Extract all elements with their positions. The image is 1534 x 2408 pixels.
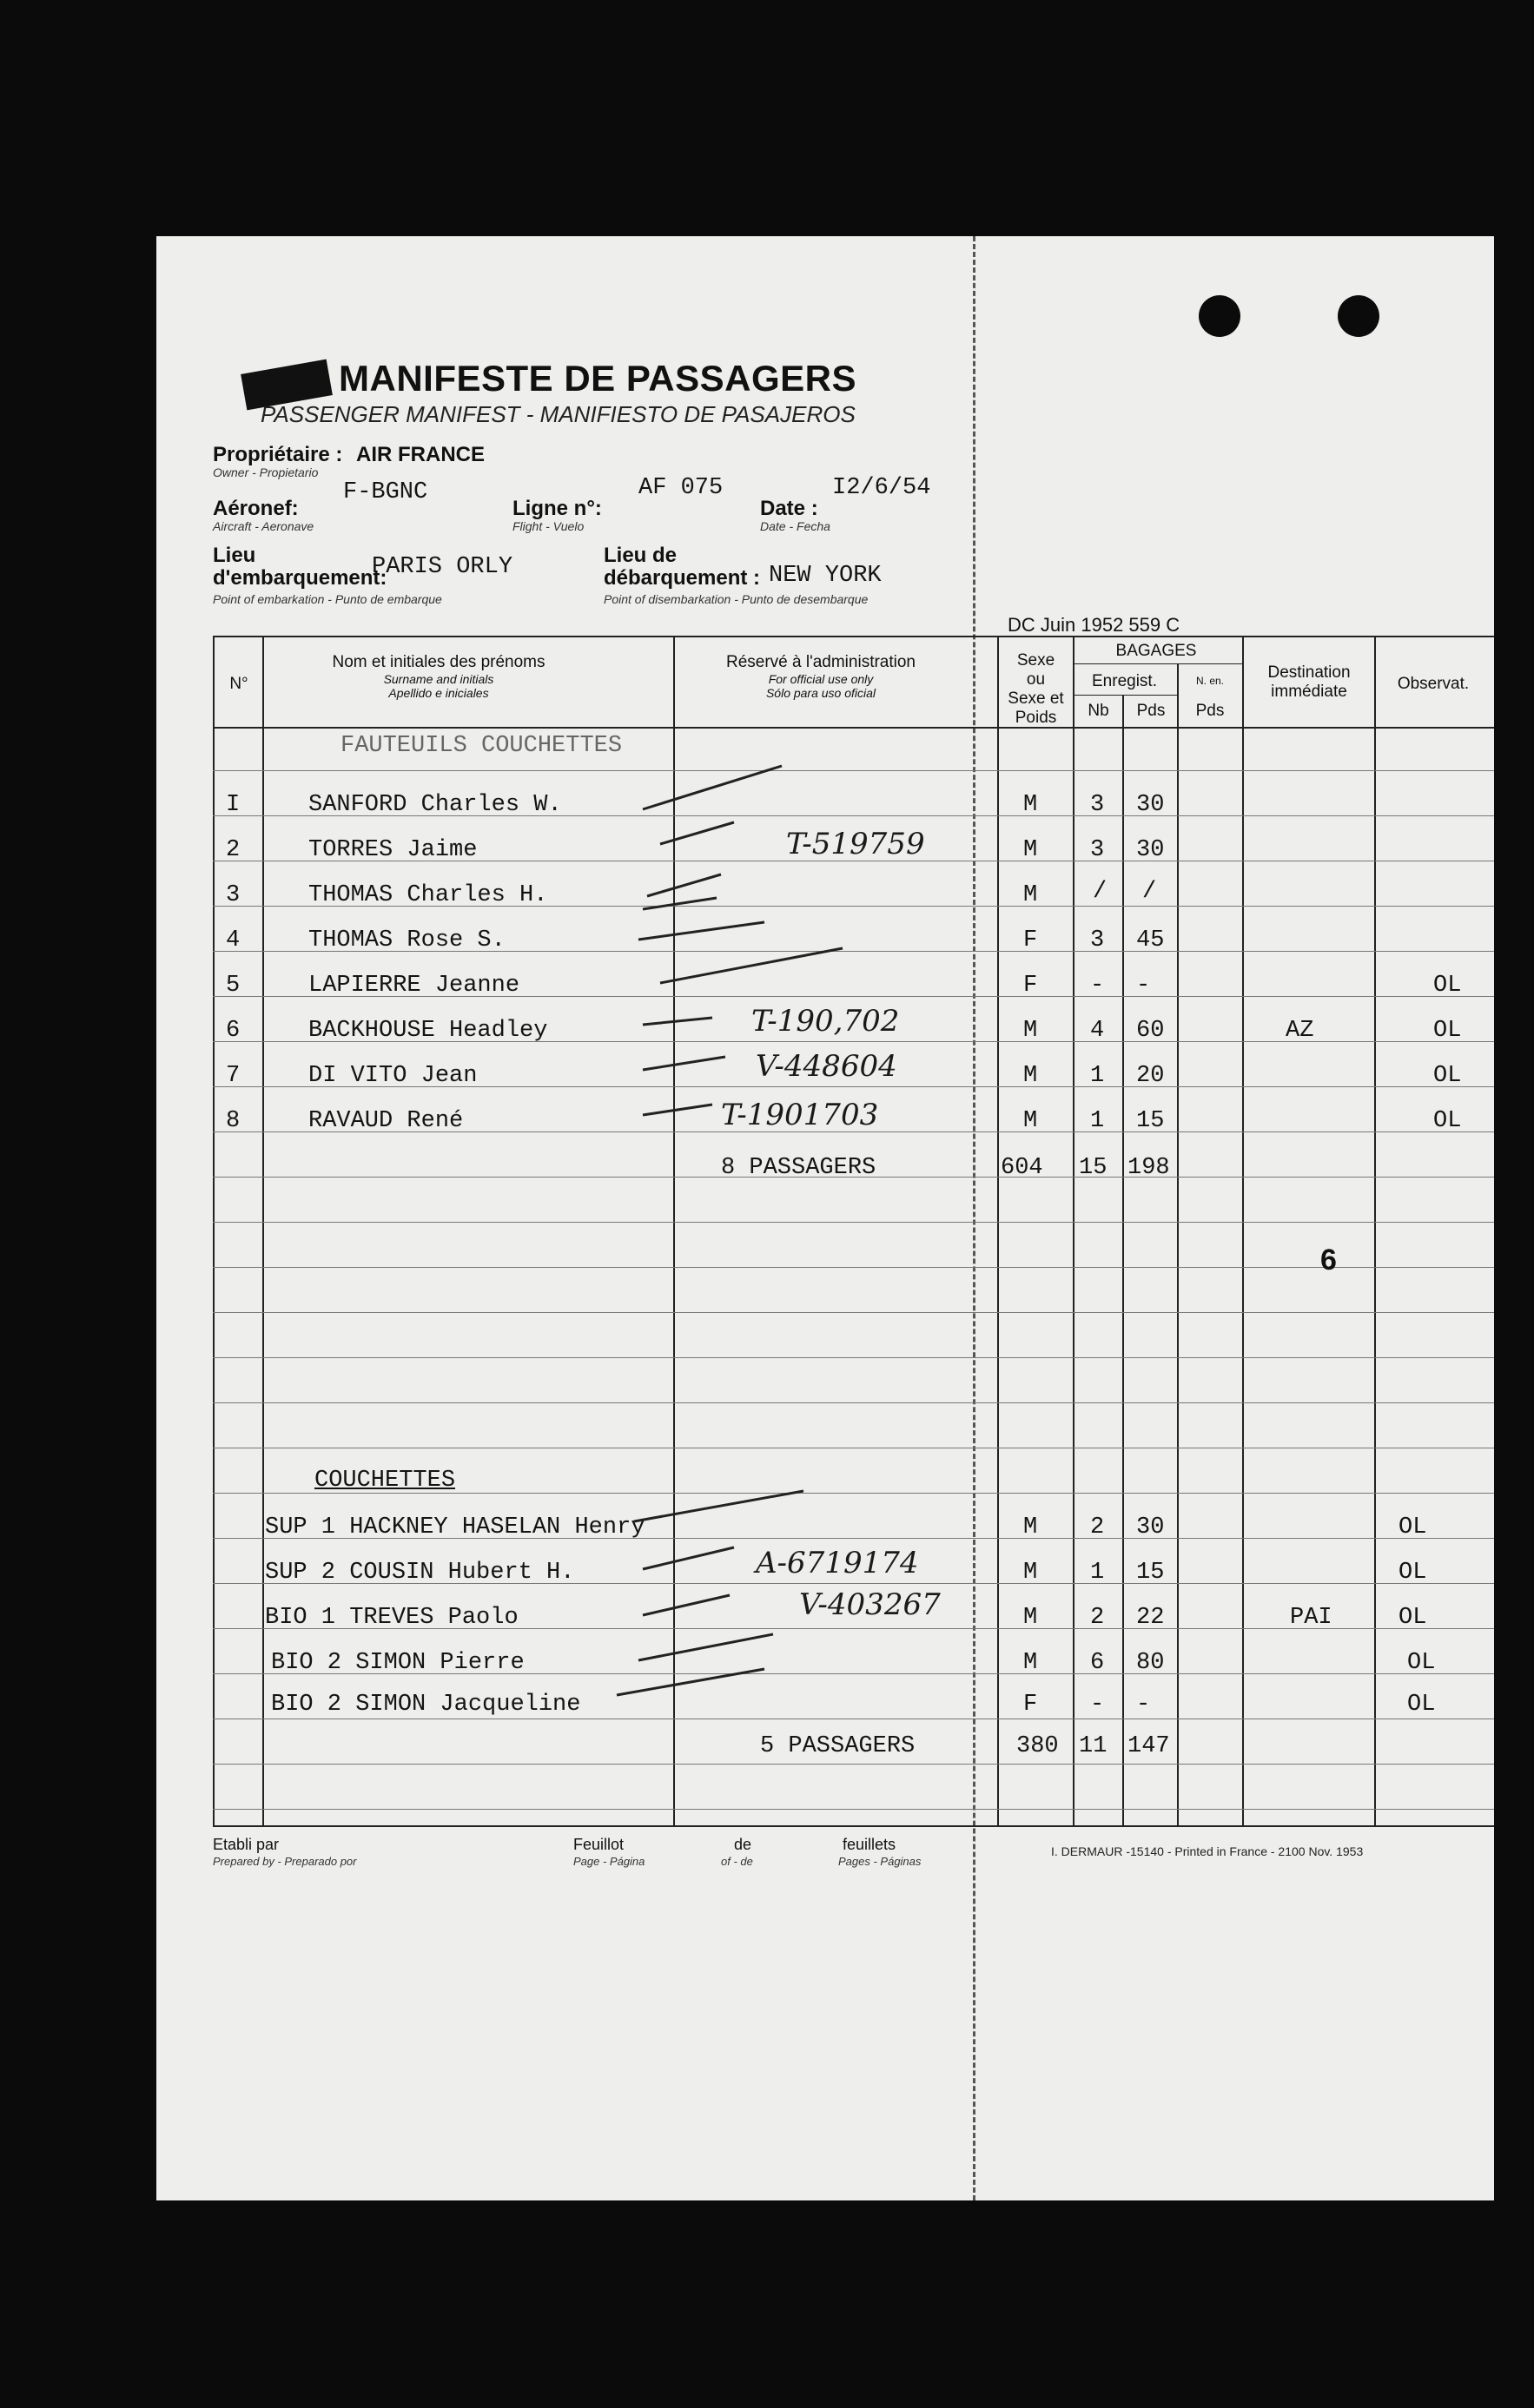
owner-value: AIR FRANCE: [356, 443, 485, 466]
row-no: I: [226, 792, 241, 818]
col-bagages: BAGAGES: [1115, 642, 1197, 660]
embark-label-2: d'embarquement:: [213, 566, 387, 590]
date-label: Date :: [760, 497, 818, 520]
baggage-weight: 30: [1136, 1514, 1165, 1540]
passenger-sex: M: [1023, 1650, 1038, 1676]
baggage-count: /: [1093, 879, 1108, 905]
passenger-name: SANFORD Charles W.: [308, 792, 562, 818]
page-sub: Page - Página: [573, 1855, 645, 1868]
total-weight: 380: [1016, 1733, 1059, 1759]
baggage-weight: 60: [1136, 1018, 1165, 1044]
total-nb: 15: [1079, 1155, 1108, 1181]
handwritten-strokes: [156, 236, 1494, 2200]
observation: OL: [1398, 1514, 1427, 1540]
prepared-by-label: Etabli par: [213, 1836, 280, 1853]
strike-stroke: [643, 1547, 734, 1569]
baggage-weight: 45: [1136, 927, 1165, 953]
observation: OL: [1433, 973, 1462, 999]
observation: OL: [1433, 1018, 1462, 1044]
passenger-sex: M: [1023, 792, 1038, 818]
col-name-en: Surname and initials: [383, 671, 494, 686]
passport-number: V-403267: [799, 1587, 941, 1622]
passenger-sex: F: [1023, 973, 1038, 999]
strike-stroke: [643, 1595, 730, 1615]
strike-stroke: [617, 1669, 764, 1695]
col-sex-3: Sexe et: [1008, 689, 1064, 708]
baggage-weight: -: [1136, 973, 1151, 999]
col-no: N°: [229, 675, 248, 693]
passenger-sex: M: [1023, 1560, 1038, 1586]
passenger-sex: M: [1023, 837, 1038, 863]
baggage-weight: 22: [1136, 1605, 1165, 1631]
col-obs: Observat.: [1397, 675, 1470, 693]
passenger-name: RAVAUD René: [308, 1108, 464, 1134]
total-label: 5 PASSAGERS: [760, 1733, 916, 1759]
col-sex-1: Sexe: [1016, 651, 1055, 670]
flight-label: Ligne n°:: [512, 497, 602, 520]
passport-number: A-6719174: [756, 1546, 919, 1580]
col-admin-fr: Réservé à l'administration: [726, 653, 916, 671]
col-dest-1: Destination: [1267, 663, 1351, 682]
date-value: I2/6/54: [832, 475, 931, 501]
col-nonenreg: N. en.: [1195, 675, 1224, 687]
disembark-label-2: débarquement :: [604, 566, 761, 590]
baggage-count: 3: [1090, 837, 1105, 863]
disembark-label-1: Lieu de: [604, 544, 678, 567]
row-no: 3: [226, 882, 241, 908]
observation: OL: [1398, 1605, 1427, 1631]
col-dest-2: immédiate: [1271, 682, 1347, 701]
embark-value: PARIS ORLY: [372, 554, 513, 580]
row-no: 7: [226, 1063, 241, 1089]
document-subtitle: PASSENGER MANIFEST - MANIFIESTO DE PASAJEROS: [261, 401, 856, 427]
passport-number: T-519759: [786, 827, 925, 861]
col-name-es: Apellido e iniciales: [388, 685, 489, 700]
total-weight: 604: [1001, 1155, 1043, 1181]
passenger-sex: M: [1023, 882, 1038, 908]
total-label: 8 PASSAGERS: [721, 1155, 876, 1181]
row-no: 6: [226, 1018, 241, 1044]
passenger-name: LAPIERRE Jeanne: [308, 973, 520, 999]
passport-number: V-448604: [756, 1049, 897, 1084]
passenger-name: DI VITO Jean: [308, 1063, 478, 1089]
owner-sub: Owner - Propietario: [213, 465, 319, 479]
baggage-count: 1: [1090, 1063, 1105, 1089]
passenger-name: THOMAS Charles H.: [308, 882, 548, 908]
section-title-couchettes: COUCHETTES: [314, 1468, 456, 1494]
aircraft-sub: Aircraft - Aeronave: [213, 519, 314, 533]
owner-label: Propriétaire :: [213, 443, 343, 466]
baggage-count: -: [1090, 1692, 1105, 1718]
observation: OL: [1433, 1108, 1462, 1134]
embark-sub: Point of embarkation - Punto de embarque: [213, 592, 442, 606]
baggage-weight: 30: [1136, 792, 1165, 818]
col-enreg: Enregist.: [1092, 672, 1157, 690]
strike-stroke: [643, 1057, 725, 1070]
row-no: 8: [226, 1108, 241, 1134]
manifest-sheet: [156, 236, 1494, 2200]
disembark-value: NEW YORK: [769, 563, 882, 589]
baggage-count: 2: [1090, 1605, 1105, 1631]
passport-number: T-190,702: [751, 1004, 900, 1039]
destination: AZ: [1286, 1018, 1314, 1044]
baggage-count: 3: [1090, 927, 1105, 953]
baggage-weight: 80: [1136, 1650, 1165, 1676]
flight-sub: Flight - Vuelo: [512, 519, 585, 533]
date-sub: Date - Fecha: [760, 519, 830, 533]
passenger-name: BIO 1 TREVES Paolo: [265, 1605, 519, 1631]
passenger-name: SUP 1 HACKNEY HASELAN Henry: [265, 1514, 645, 1540]
strike-stroke: [643, 1018, 712, 1025]
page-mark: 6: [1320, 1244, 1337, 1277]
passenger-sex: M: [1023, 1108, 1038, 1134]
total-pds: 147: [1127, 1733, 1170, 1759]
baggage-count: -: [1090, 973, 1105, 999]
baggage-count: 3: [1090, 792, 1105, 818]
strike-stroke: [647, 874, 721, 896]
total-nb: 11: [1079, 1733, 1108, 1759]
col-admin-en: For official use only: [768, 671, 874, 686]
embark-label-1: Lieu: [213, 544, 256, 567]
passenger-name: BIO 2 SIMON Pierre: [271, 1650, 525, 1676]
prepared-by-sub: Prepared by - Preparado por: [213, 1855, 357, 1868]
baggage-count: 1: [1090, 1560, 1105, 1586]
row-no: 5: [226, 973, 241, 999]
passenger-name: BIO 2 SIMON Jacqueline: [271, 1692, 581, 1718]
observation: OL: [1407, 1650, 1436, 1676]
baggage-count: 2: [1090, 1514, 1105, 1540]
form-code: DC Juin 1952 559 C: [1008, 614, 1180, 636]
passenger-sex: M: [1023, 1605, 1038, 1631]
passenger-name: TORRES Jaime: [308, 837, 478, 863]
passenger-name: SUP 2 COUSIN Hubert H.: [265, 1560, 575, 1586]
strike-stroke: [643, 766, 782, 809]
passenger-sex: M: [1023, 1018, 1038, 1044]
of-sub: of - de: [721, 1855, 753, 1868]
baggage-weight: -: [1136, 1692, 1151, 1718]
strike-stroke: [643, 898, 717, 909]
strike-stroke: [634, 1491, 803, 1521]
baggage-count: 4: [1090, 1018, 1105, 1044]
strike-stroke: [638, 922, 764, 940]
document-title: MANIFESTE DE PASSAGERS: [339, 358, 856, 399]
section-title-fauteuils: FAUTEUILS COUCHETTES: [341, 733, 623, 759]
flight-value: AF 075: [638, 475, 724, 501]
baggage-weight: 15: [1136, 1560, 1165, 1586]
passport-number: T-1901703: [721, 1098, 879, 1132]
disembark-sub: Point of disembarkation - Punto de desembarque: [604, 592, 869, 606]
de-label: de: [734, 1836, 752, 1853]
baggage-count: 1: [1090, 1108, 1105, 1134]
baggage-weight: 30: [1136, 837, 1165, 863]
passenger-name: THOMAS Rose S.: [308, 927, 506, 953]
destination: PAI: [1290, 1605, 1332, 1631]
col-pds: Pds: [1136, 702, 1166, 720]
pages-sub: Pages - Páginas: [838, 1855, 922, 1868]
passenger-sex: F: [1023, 1692, 1038, 1718]
col-pds2: Pds: [1195, 702, 1225, 720]
col-admin-es: Sólo para uso oficial: [765, 685, 876, 700]
feuillet-label: Feuillot: [573, 1836, 625, 1853]
baggage-weight: 15: [1136, 1108, 1165, 1134]
printer-imprint: I. DERMAUR -15140 - Printed in France - 2100 Nov. 1953: [1051, 1844, 1364, 1858]
strike-stroke: [638, 1634, 773, 1660]
row-no: 2: [226, 837, 241, 863]
passenger-sex: M: [1023, 1063, 1038, 1089]
aircraft-label: Aéronef:: [213, 497, 299, 520]
col-nb: Nb: [1088, 702, 1109, 720]
baggage-weight: 20: [1136, 1063, 1165, 1089]
total-pds: 198: [1127, 1155, 1170, 1181]
row-no: 4: [226, 927, 241, 953]
col-sex-2: ou: [1026, 670, 1046, 689]
aircraft-value: F-BGNC: [343, 479, 428, 505]
passenger-sex: M: [1023, 1514, 1038, 1540]
feuillets-label: feuillets: [843, 1836, 896, 1853]
col-sex-4: Poids: [1015, 708, 1057, 727]
observation: OL: [1398, 1560, 1427, 1586]
strike-stroke: [660, 822, 734, 844]
observation: OL: [1407, 1692, 1436, 1718]
col-name-fr: Nom et initiales des prénoms: [332, 653, 545, 671]
passenger-sex: F: [1023, 927, 1038, 953]
baggage-weight: /: [1142, 879, 1157, 905]
passenger-name: BACKHOUSE Headley: [308, 1018, 548, 1044]
strike-stroke: [660, 948, 843, 983]
baggage-count: 6: [1090, 1650, 1105, 1676]
strike-stroke: [643, 1105, 712, 1115]
observation: OL: [1433, 1063, 1462, 1089]
